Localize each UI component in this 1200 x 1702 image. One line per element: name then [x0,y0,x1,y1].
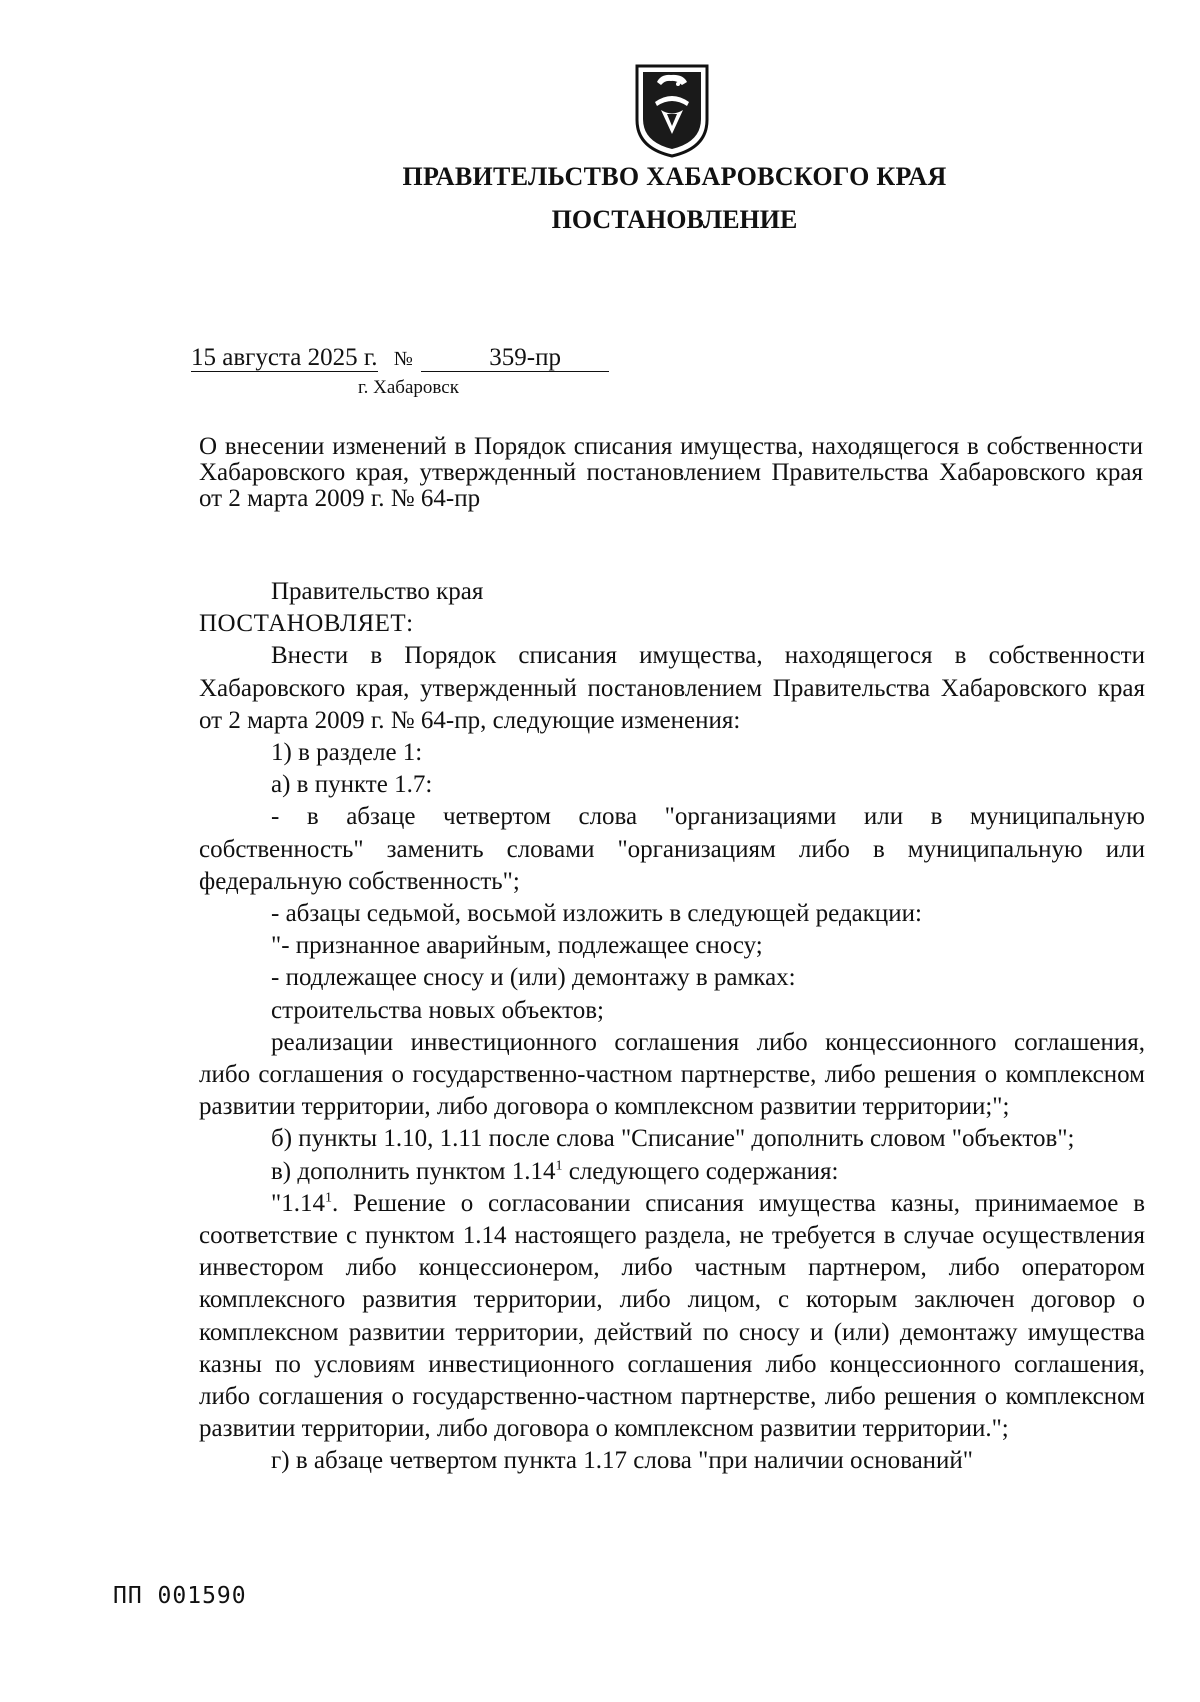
paragraph-1a-3: "- признанное аварийным, подлежащее сносу; [271,932,763,960]
paragraph-1g: г) в абзаце четвертом пункта 1.17 слова "при наличии оснований" [271,1447,974,1475]
document-subject: О внесении изменений в Порядок списания имущества, находящегося в собственности Хабаровского края, утвержденный постановлением Правительства Хабаровского края от 2 марта 2009 г. № 64-пр [199,433,1143,512]
khabarovsk-krai-coat-of-arms-icon [631,62,713,158]
paragraph-1a-6: реализации инвестиционного соглашения либо концессионного соглашения, либо соглашения о государственно-частном партнерстве, либо решения о комплексном развитии территории, либо договора о комплексном развитии территории;"; [199,1028,1145,1121]
paragraph-1a-4: - подлежащее сносу и (или) демонтажу в рамках: [271,964,796,992]
paragraph-1b: б) пункты 1.10, 1.11 после слова "Списание" дополнить словом "объектов"; [271,1125,1075,1153]
city: г. Хабаровск [358,377,459,398]
paragraph-quote-1-14-1 [199,1188,1145,1446]
paragraph-intro: Внести в Порядок списания имущества, находящегося в собственности Хабаровского края, утвержденный постановлением Правительства Хабаровского края от 2 марта 2009 г. № 64-пр, следующие изменения: [199,642,1145,734]
paragraph-1: 1) в разделе 1: [271,739,423,767]
paragraph-1a-1: - в абзаце четвертом слова "организациями или в муниципальную собственность" заменить словами "организациям либо в муниципальную или федеральную собственность"; [199,803,1145,895]
paragraph-1v-text: в) дополнить пунктом 1.14 [271,1157,556,1185]
form-serial-number: ПП 001590 [113,1583,247,1609]
paragraph-1v [199,1156,1145,1188]
paragraph-1a-5: строительства новых объектов; [271,996,604,1024]
paragraph-government: Правительство края [271,578,484,605]
paragraph-1a-2: - абзацы седьмой, восьмой изложить в следующей редакции: [271,900,922,928]
document-date: 15 августа 2025 г. [191,344,378,371]
document-body [199,576,1145,1478]
paragraph-1v-text-end: следующего содержания: [562,1157,839,1185]
date-number-line [191,344,609,372]
paragraph-decrees: ПОСТАНОВЛЯЕТ: [199,610,414,638]
organization-title: ПРАВИТЕЛЬСТВО ХАБАРОВСКОГО КРАЯ [402,162,947,191]
document-number: 359-пр [421,345,609,372]
superscript: 1 [555,1158,563,1174]
quote-text-end: . Решение о согласовании списания имущества казны, принимаемое в соответствие с пунктом 1.14 настоящего раздела, не требуется в случае осуществления инвестором либо концессионером, либо частным партнером, либо оператором комплексного развития территории, либо лицом, с которым заключен договор о комплексном развитии территории, действий по сносу и (или) демонтажу имущества казны по условиям инвестиционного соглашения либо концессионного соглашения, либо соглашения о государственно-частном партнерстве, либо решения о комплексном развитии территории, либо договора о комплексном развитии территории."; [199,1189,1145,1443]
paragraph-1a: а) в пункте 1.7: [271,771,433,799]
superscript: 1 [324,1190,332,1206]
number-sign: № [393,348,413,370]
quote-text: "1.14 [271,1189,325,1217]
document-type: ПОСТАНОВЛЕНИЕ [551,205,798,234]
